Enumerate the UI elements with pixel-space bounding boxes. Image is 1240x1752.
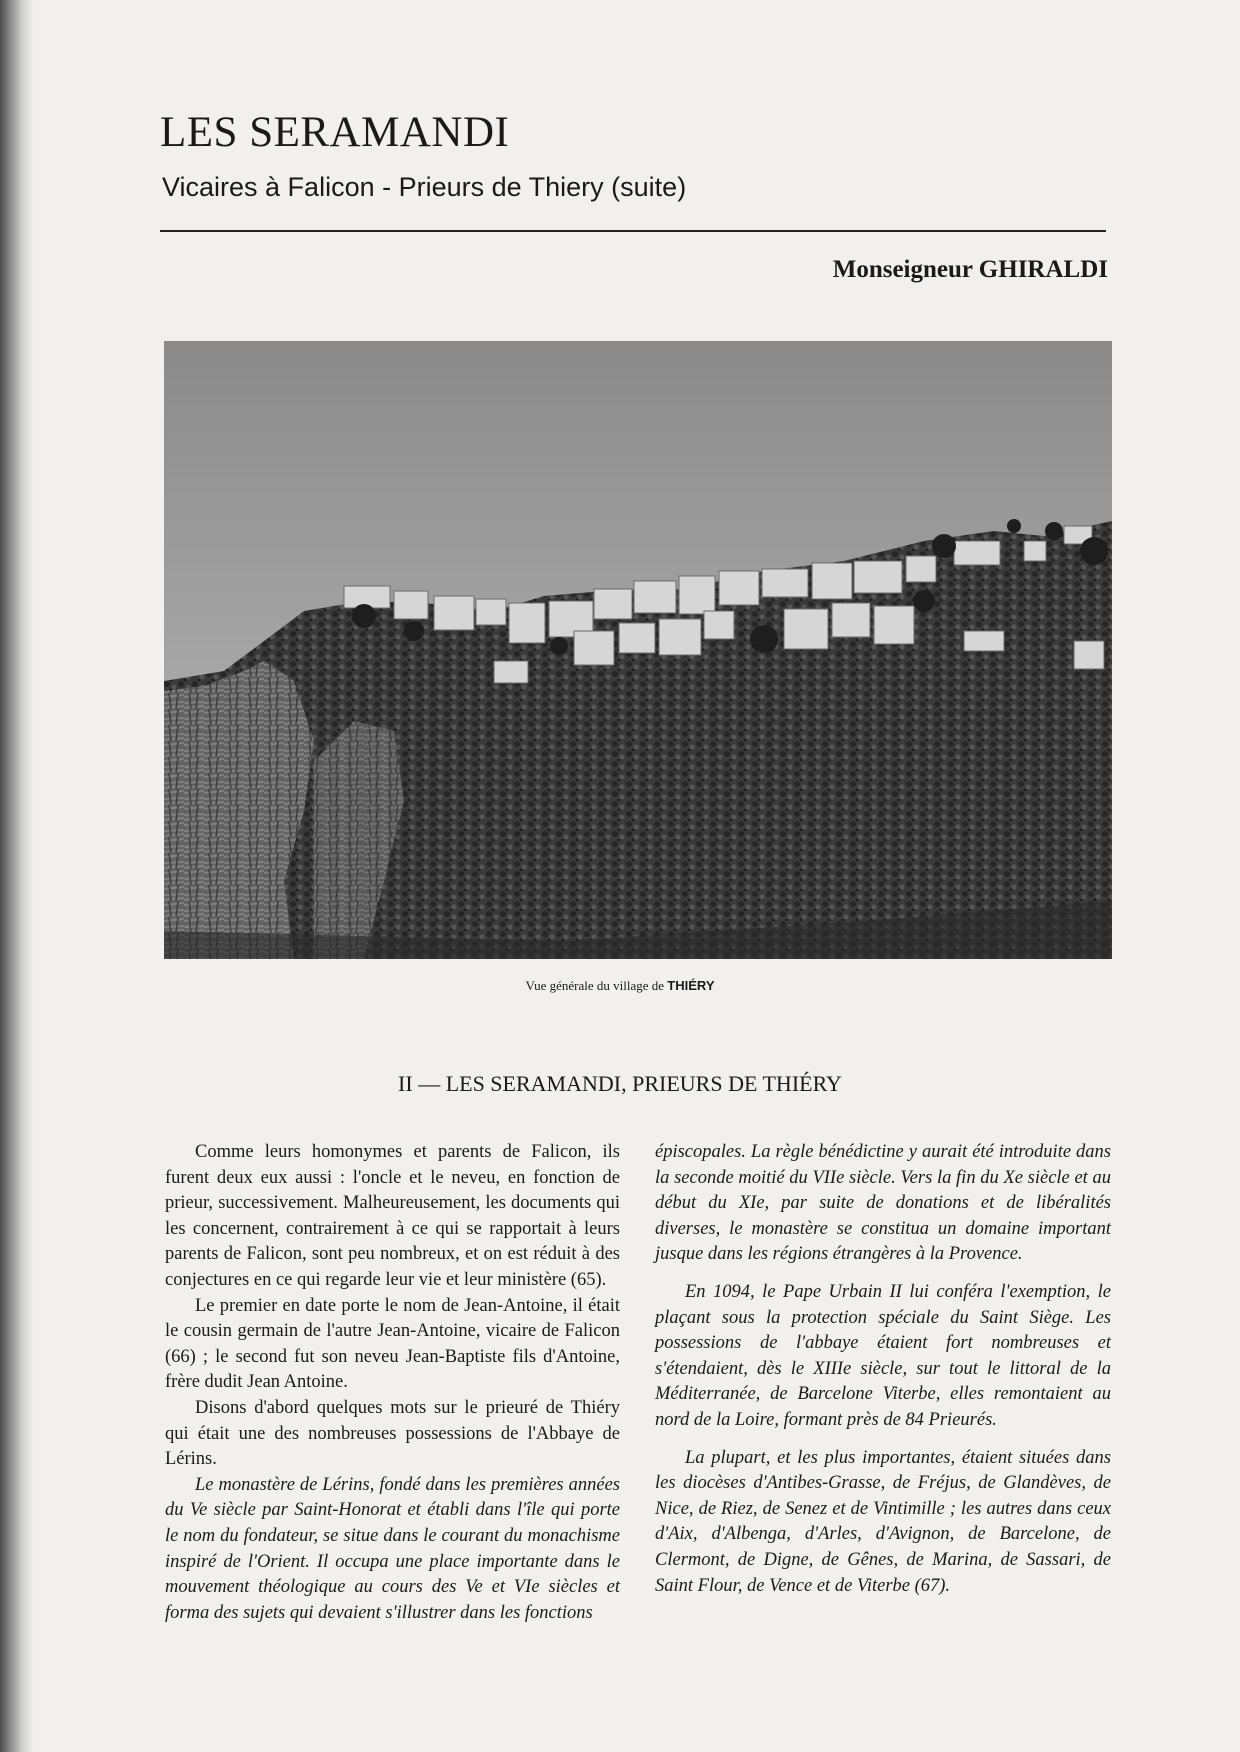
left-text-column [165,1140,620,1626]
caption-text: Vue générale du village de [525,978,665,993]
paragraph: Le premier en date porte le nom de Jean-Antoine, il était le cousin germain de l'autre Jean-Antoine, vicaire de Falicon (66) ; le second fut son neveu Jean-Baptiste fils d'Antoine, frère dudit Jean Antoine. [165,1295,620,1393]
caption-place: THIÉRY [667,978,715,993]
article-title: LES SERAMANDI [160,109,510,156]
title-rule [160,230,1106,232]
page-binding-shadow [0,0,34,1752]
paragraph: épiscopales. La règle bénédictine y aurait été introduite dans la seconde moitié du VIIe siècle. Vers la fin du Xe siècle et au début du XIe, par suite de donations et de libéralités diverses, le monastère se constitua un domaine important jusque dans les régions étrangères à la Provence. [655,1142,1111,1265]
right-text-column [655,1140,1111,1599]
section-heading: II — LES SERAMANDI, PRIEURS DE THIÉRY [398,1071,842,1096]
article-subtitle: Vicaires à Falicon - Prieurs de Thiery (suite) [162,172,687,202]
paragraph: Le monastère de Lérins, fondé dans les premières années du Ve siècle par Saint-Honorat et établi dans l'île qui porte le nom du fondateur, se situe dans le courant du monachisme inspiré de l'Orient. Il occupa une place importante dans le mouvement théologique au cours des Ve et VIe siècles et forma des sujets qui devaient s'illustrer dans les fonctions [165,1474,620,1623]
paragraph: Comme leurs homonymes et parents de Falicon, ils furent deux eux aussi : l'oncle et le neveu, en fonction de prieur, successivement. Malheureusement, les documents qui les concernent, contrairement à ce qui se rapportait à leurs parents de Falicon, sont peu nombreux, et on est réduit à des conjectures en ce qui regarde leur vie et leur ministère (65). [165,1142,620,1290]
paragraph: Disons d'abord quelques mots sur le prieuré de Thiéry qui était une des nombreuses possessions de l'Abbaye de Lérins. [165,1397,620,1470]
paragraph: La plupart, et les plus importantes, étaient situées dans les diocèses d'Antibes-Grasse, de Fréjus, de Glandèves, de Nice, de Riez, de Senez et de Vintimille ; les autres dans ceux d'Aix, d'Albenga, d'Arles, d'Avignon, de Barcelone, de Clermont, de Digne, de Gênes, de Marina, de Sassari, de Saint Flour, de Vence et de Viterbe (67). [655,1447,1111,1596]
article-author: Monseigneur GHIRALDI [832,256,1108,283]
paragraph: En 1094, le Pape Urbain II lui conféra l'exemption, le plaçant sous la protection spéciale du Saint Siège. Les possessions de l'abbaye étaient fort nombreuses et s'étendaient, dès le XIIIe siècle, sur tout le littoral de la Méditerranée, de Barcelone Viterbe, elles remontaient au nord de la Loire, formant près de 84 Prieurés. [655,1281,1111,1430]
village-photo [164,341,1112,959]
photo-caption [0,978,1240,994]
